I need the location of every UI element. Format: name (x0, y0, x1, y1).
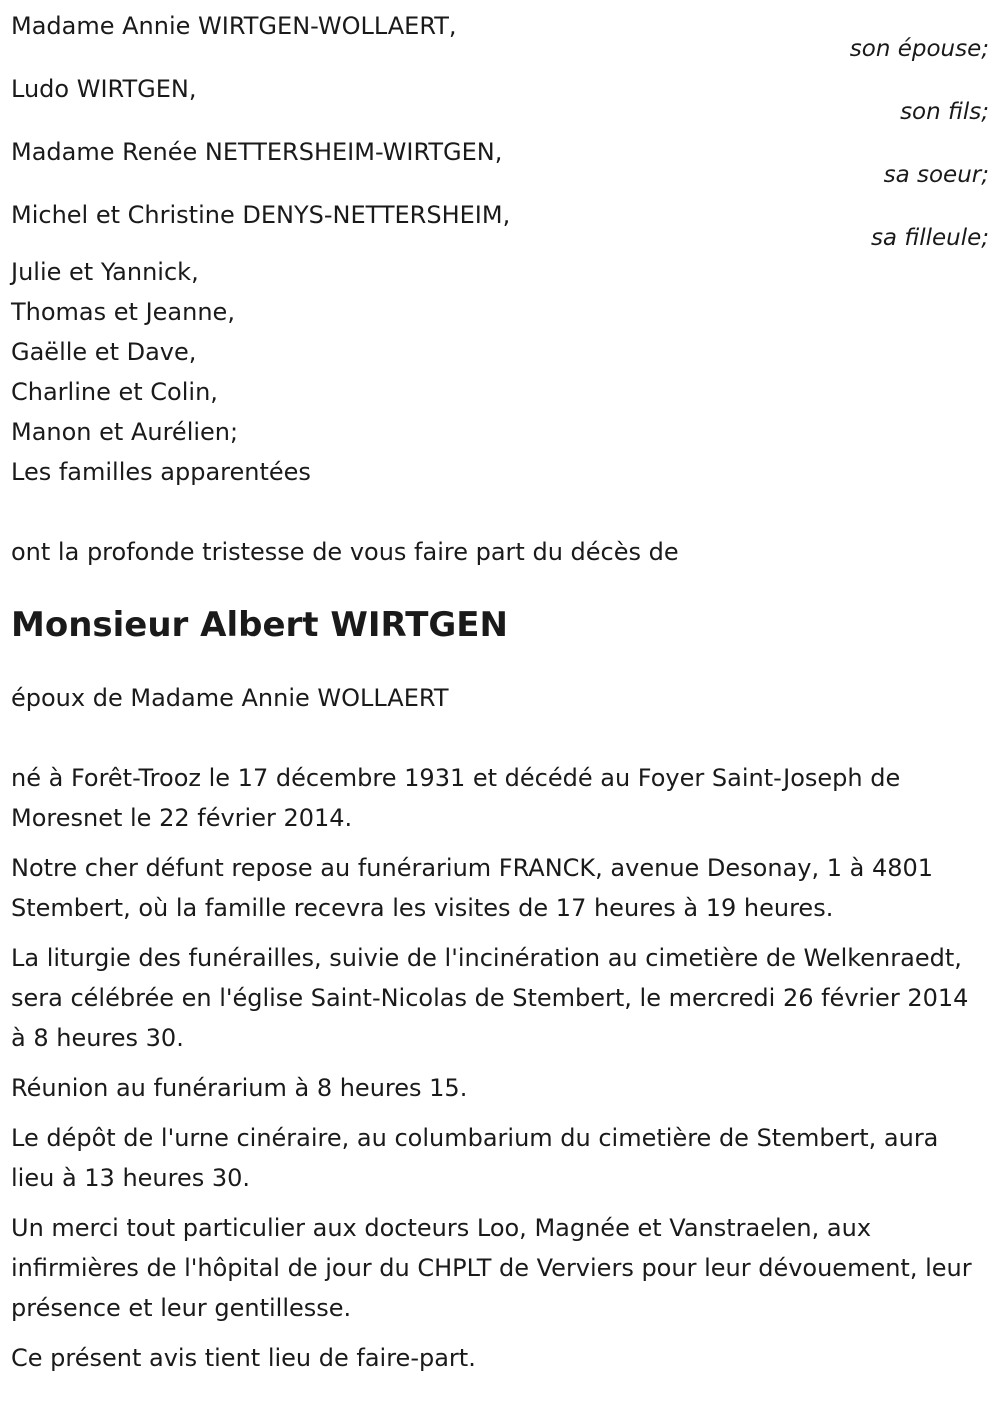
other-mourner: Charline et Colin, (11, 378, 218, 406)
visitation-paragraph: Notre cher défunt repose au funérarium FRANCK, avenue Desonay, 1 à 4801 Stembert, où la famille recevra les visites de 17 heures à 19 heures. (11, 854, 934, 922)
mourner-relation: sa filleule; (870, 225, 989, 251)
other-mourner: Thomas et Jeanne, (11, 298, 235, 326)
other-mourner: Manon et Aurélien; (11, 418, 239, 446)
mourner-entry (11, 126, 989, 189)
mourner-name: Madame Annie WIRTGEN-WOLLAERT, (11, 12, 457, 40)
mourner-name: Michel et Christine DENYS-NETTERSHEIM, (11, 201, 511, 229)
other-mourner: Gaëlle et Dave, (11, 338, 197, 366)
mourner-relation: son épouse; (849, 36, 989, 62)
mourners-list (11, 0, 989, 252)
notice-details (11, 758, 989, 1378)
mourner-name: Ludo WIRTGEN, (11, 75, 197, 103)
closing-paragraph: Ce présent avis tient lieu de faire-part. (11, 1344, 476, 1372)
mourner-entry (11, 189, 989, 252)
funeral-paragraph: La liturgie des funérailles, suivie de l'incinération au cimetière de Welkenraedt, sera célébrée en l'église Saint-Nicolas de Stembert, le mercredi 26 février 2014 à 8 heures 30. (11, 944, 969, 1052)
mourner-name: Madame Renée NETTERSHEIM-WIRTGEN, (11, 138, 503, 166)
mourner-entry (11, 63, 989, 126)
announcement-text: ont la profonde tristesse de vous faire part du décès de (11, 538, 679, 566)
deceased-name: Monsieur Albert WIRTGEN (11, 605, 508, 645)
other-mourner: Les familles apparentées (11, 458, 311, 486)
mourner-relation: sa soeur; (883, 162, 989, 188)
birth-death-paragraph: né à Forêt-Trooz le 17 décembre 1931 et décédé au Foyer Saint-Joseph de Moresnet le 22 février 2014. (11, 764, 901, 832)
meeting-paragraph: Réunion au funérarium à 8 heures 15. (11, 1074, 468, 1102)
mourner-relation: son fils; (900, 99, 989, 125)
spouse-line: époux de Madame Annie WOLLAERT (11, 684, 449, 712)
obituary-notice (11, 0, 989, 1388)
other-mourner: Julie et Yannick, (11, 258, 199, 286)
other-mourners (11, 252, 989, 492)
urn-paragraph: Le dépôt de l'urne cinéraire, au columbarium du cimetière de Stembert, aura lieu à 13 heures 30. (11, 1124, 939, 1192)
thanks-paragraph: Un merci tout particulier aux docteurs Loo, Magnée et Vanstraelen, aux infirmières de l'hôpital de jour du CHPLT de Verviers pour leur dévouement, leur présence et leur gentillesse. (11, 1214, 972, 1322)
mourner-entry (11, 0, 989, 63)
